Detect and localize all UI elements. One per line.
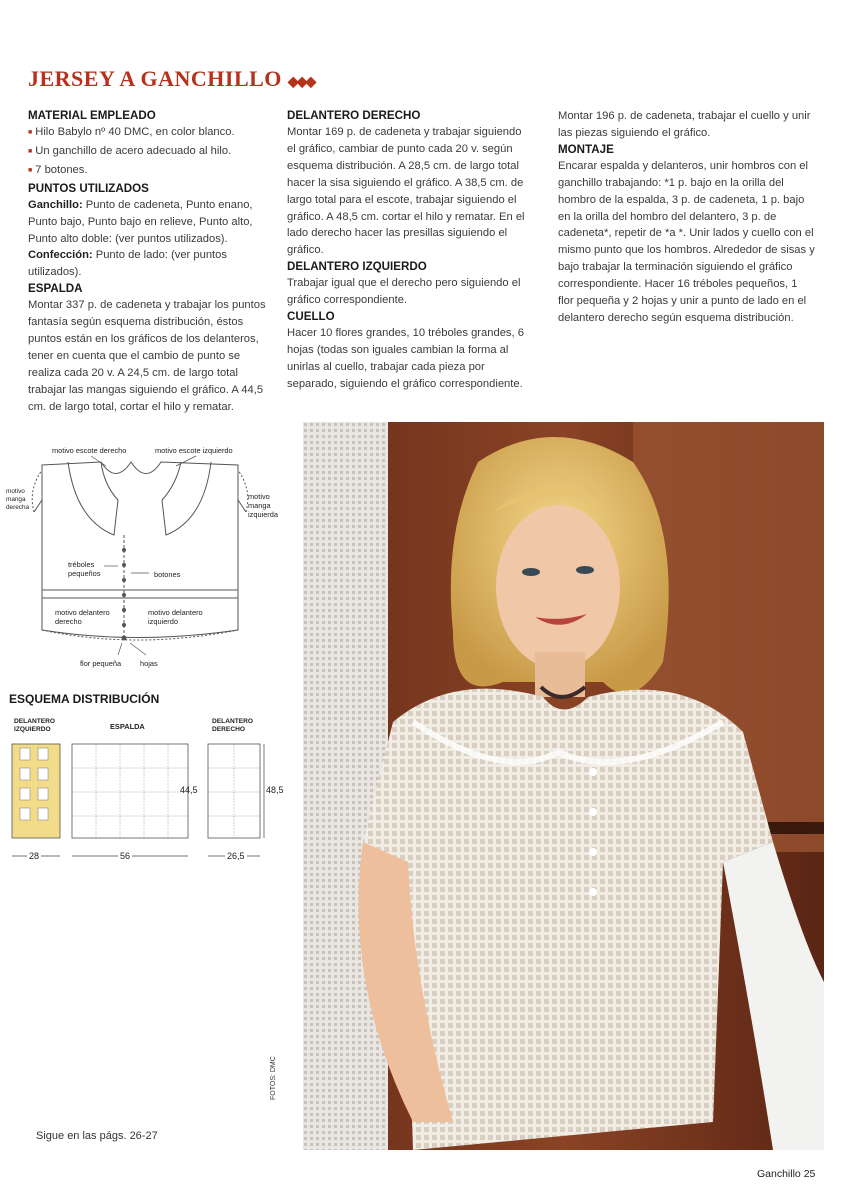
label-delantero-izquierdo: DELANTERO IZQUIERDO bbox=[14, 718, 56, 733]
material-item: ■ Un ganchillo de acero adecuado al hilo. bbox=[28, 143, 266, 162]
cuello-continued-text: Montar 196 p. de cadeneta, trabajar el cuello y unir las piezas siguiendo el gráfico. bbox=[558, 110, 811, 139]
material-item: ■ Hilo Babylo nº 40 DMC, en color blanco. bbox=[28, 124, 266, 143]
label-flor-pequena: flor pequeña bbox=[80, 659, 122, 668]
title-text: JERSEY A GANCHILLO bbox=[28, 66, 282, 91]
material-item: ■ 7 botones. bbox=[28, 162, 266, 181]
continuation-note: Sigue en las págs. 26-27 bbox=[36, 1130, 158, 1142]
model-photo bbox=[303, 422, 824, 1150]
label-botones: botones bbox=[154, 570, 181, 579]
cuello-heading: CUELLO bbox=[287, 310, 335, 324]
label-motivo-delantero-derecho: motivo delantero derecho bbox=[55, 608, 110, 626]
column-3 bbox=[558, 108, 816, 327]
label-motivo-escote-izquierdo: motivo escote izquierdo bbox=[155, 446, 233, 455]
title-ornament: ◆◆◆ bbox=[287, 75, 315, 90]
dim-44-5: 44,5 bbox=[180, 785, 198, 795]
delantero-izquierdo-text: Trabajar igual que el derecho pero siguiendo el gráfico correspondiente. bbox=[287, 277, 521, 307]
material-heading: MATERIAL EMPLEADO bbox=[28, 109, 156, 122]
montaje-heading: MONTAJE bbox=[558, 142, 614, 156]
label-motivo-manga-derecha: motivo manga derecha bbox=[6, 488, 30, 511]
esquema-heading: ESQUEMA DISTRIBUCIÓN bbox=[9, 692, 160, 706]
espalda-text: Montar 337 p. de cadeneta y trabajar los puntos fantasía según esquema distribución, éstos puntos están en los gráficos de los delanteros, tener en cuenta que el cambio de punto se realiza cada 20 v. A 24,5 cm. de largo total trabajar las mangas siguiendo el gráfico. A 44,5 cm. de largo total, cortar el hilo y rematar. bbox=[28, 299, 266, 413]
montaje-text: Encarar espalda y delanteros, unir hombros con el ganchillo trabajando: *1 p. bajo en la orilla del hombro de la espalda, 3 p. de cadeneta, 1 p. bajo en la orilla del hombro del delantero, 3 p. de cadeneta*, repetir de *a *. Unir lados y cuello con el mismo punto que los hombros. Alrededor de sisas y bajo trabajar la terminación siguiendo el gráfico correspondiente. Hacer 16 tréboles pequeños, 1 flor pequeña y 2 hojas y unir a punto de lado en el delantero derecho según esquema distribución. bbox=[558, 159, 815, 324]
dim-56: 56 bbox=[120, 851, 131, 861]
confeccion-label: Confección: bbox=[28, 249, 93, 262]
label-espalda: ESPALDA bbox=[110, 722, 145, 731]
column-1 bbox=[28, 108, 266, 416]
page-number: Ganchillo 25 bbox=[757, 1168, 816, 1180]
label-motivo-delantero-izquierdo: motivo delantero izquierdo bbox=[148, 608, 203, 626]
dim-28: 28 bbox=[29, 851, 40, 861]
cuello-text: Hacer 10 flores grandes, 10 tréboles grandes, 6 hojas (todas son iguales cambian la forma al unirlas al cuello, trabajar cada pieza por separado, siguiendo el gráfico correspondiente. bbox=[287, 327, 524, 390]
label-hojas: hojas bbox=[140, 659, 158, 668]
confeccion-body: Punto de lado: (ver puntos utilizados). bbox=[28, 249, 227, 279]
label-motivo-escote-derecho: motivo escote derecho bbox=[52, 446, 127, 455]
espalda-heading: ESPALDA bbox=[28, 282, 83, 296]
delantero-derecho-text: Montar 169 p. de cadeneta y trabajar siguiendo el gráfico, cambiar de punto cada 20 v. según esquema distribución. A 28,5 cm. de largo total hacer la sisa siguiendo el gráfico. A 38,5 cm. de largo total para el escote, trabajar siguiendo el gráfico. A 48,5 cm. cortar el hilo y rematar. En el lado derecho hacer las presillas siguiendo el gráfico. bbox=[287, 126, 525, 257]
label-treboles-pequenos: tréboles pequeños bbox=[68, 560, 101, 578]
dim-26-5: 26,5 bbox=[227, 851, 245, 861]
delantero-derecho-heading: DELANTERO DERECHO bbox=[287, 109, 421, 122]
dim-48-5: 48,5 bbox=[266, 785, 284, 795]
delantero-izquierdo-heading: DELANTERO IZQUIERDO bbox=[287, 260, 427, 274]
puntos-text bbox=[28, 197, 266, 282]
photo-credit: FOTOS: DMC bbox=[270, 1056, 277, 1100]
esquema-chart bbox=[6, 738, 296, 868]
label-motivo-manga-izquierda: motivo manga izquierda bbox=[248, 492, 278, 519]
column-2 bbox=[287, 108, 532, 393]
puntos-label: Ganchillo: bbox=[28, 198, 83, 211]
label-delantero-derecho: DELANTERO DERECHO bbox=[212, 718, 254, 733]
page-title bbox=[28, 66, 314, 92]
puntos-heading: PUNTOS UTILIZADOS bbox=[28, 181, 149, 195]
garment-diagram bbox=[6, 440, 296, 675]
puntos-body: Punto de cadeneta, Punto enano, Punto bajo, Punto bajo en relieve, Punto alto, Punto alto doble: (ver puntos utilizados). bbox=[28, 198, 253, 245]
